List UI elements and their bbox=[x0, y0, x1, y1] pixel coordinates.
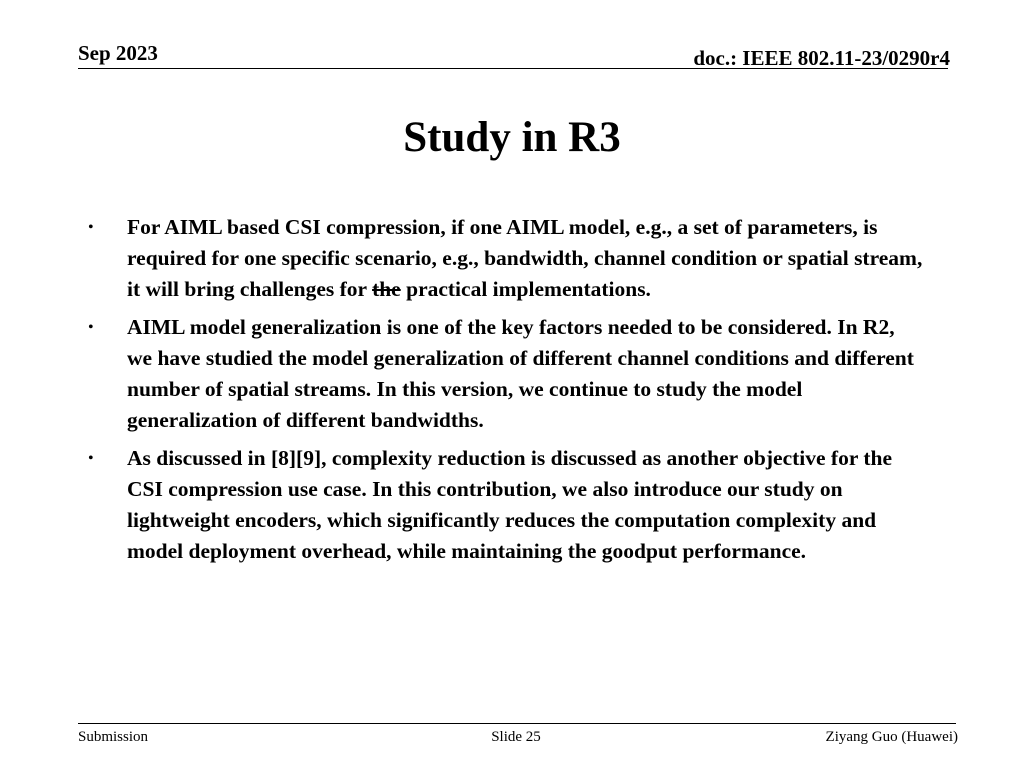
bullet-icon: • bbox=[88, 450, 94, 467]
bullet-text: For AIML based CSI compression, if one AIML model, e.g., a set of parameters, is required for one specific scenario, e.g., bandwidth, channel condition or spatial stream, it will bring challenges for bbox=[127, 215, 923, 301]
bullet-icon: • bbox=[88, 219, 94, 236]
bullet-icon: • bbox=[88, 319, 94, 336]
bullet-list bbox=[84, 212, 924, 574]
footer-author: Ziyang Guo (Huawei) bbox=[825, 729, 958, 745]
bullet-text: As discussed in [8][9], complexity reduction is discussed as another objective for the CSI compression use case. In this contribution, we also introduce our study on lightweight encoders, which significantly reduces the computation complexity and model deployment overhead, while maintaining the goodput performance. bbox=[127, 446, 893, 563]
bullet-item bbox=[84, 212, 924, 305]
header-divider bbox=[78, 68, 948, 69]
slide-title: Study in R3 bbox=[403, 114, 621, 161]
bullet-item bbox=[84, 443, 924, 567]
bullet-strikethrough-text: the bbox=[372, 277, 401, 301]
footer-submission: Submission bbox=[78, 729, 149, 745]
bullet-item bbox=[84, 312, 924, 436]
header-date: Sep 2023 bbox=[78, 41, 158, 65]
bullet-text: AIML model generalization is one of the key factors needed to be considered. In R2, we have studied the model generalization of different channel conditions and different number of spatial streams. In this version, we continue to study the model generalization of different bandwidths. bbox=[127, 315, 914, 432]
bullet-text-continued: practical implementations. bbox=[400, 277, 651, 301]
header-doc-id: doc.: IEEE 802.11-23/0290r4 bbox=[693, 46, 950, 70]
footer-divider bbox=[78, 723, 956, 724]
footer-slide-number: Slide 25 bbox=[491, 729, 541, 745]
